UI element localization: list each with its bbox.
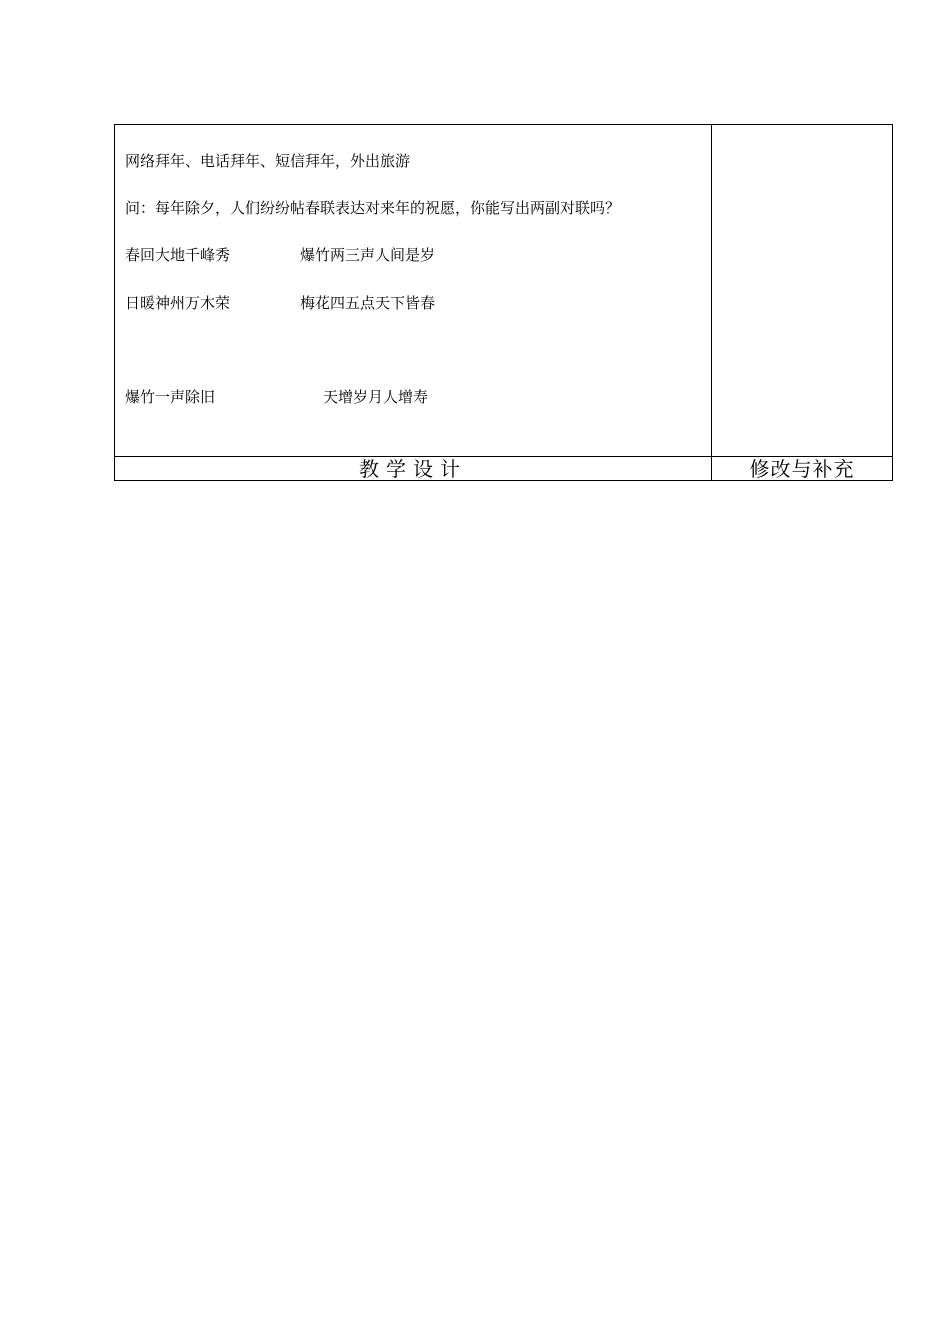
couplet-1-left: 春回大地千峰秀 <box>125 246 231 264</box>
couplet-3-left: 爆竹一声除旧 <box>125 388 216 406</box>
couplet-1-right: 爆竹两三声人间是岁 <box>300 246 436 264</box>
lesson-table <box>114 124 893 481</box>
teaching-design-label: 教学设计 <box>359 457 467 481</box>
revision-notes-label: 修改与补充 <box>749 457 855 481</box>
content-line-question: 问：每年除夕，人们纷纷帖春联表达对来年的祝愿，你能写出两副对联吗？ <box>125 199 621 217</box>
column-divider <box>711 125 712 480</box>
content-line-greetings: 网络拜年、电话拜年、短信拜年，外出旅游 <box>125 152 411 170</box>
couplet-2-left: 日暖神州万木荣 <box>125 294 231 312</box>
couplet-3-right: 天增岁月人增寿 <box>323 388 429 406</box>
couplet-2-right: 梅花四五点天下皆春 <box>300 294 436 312</box>
